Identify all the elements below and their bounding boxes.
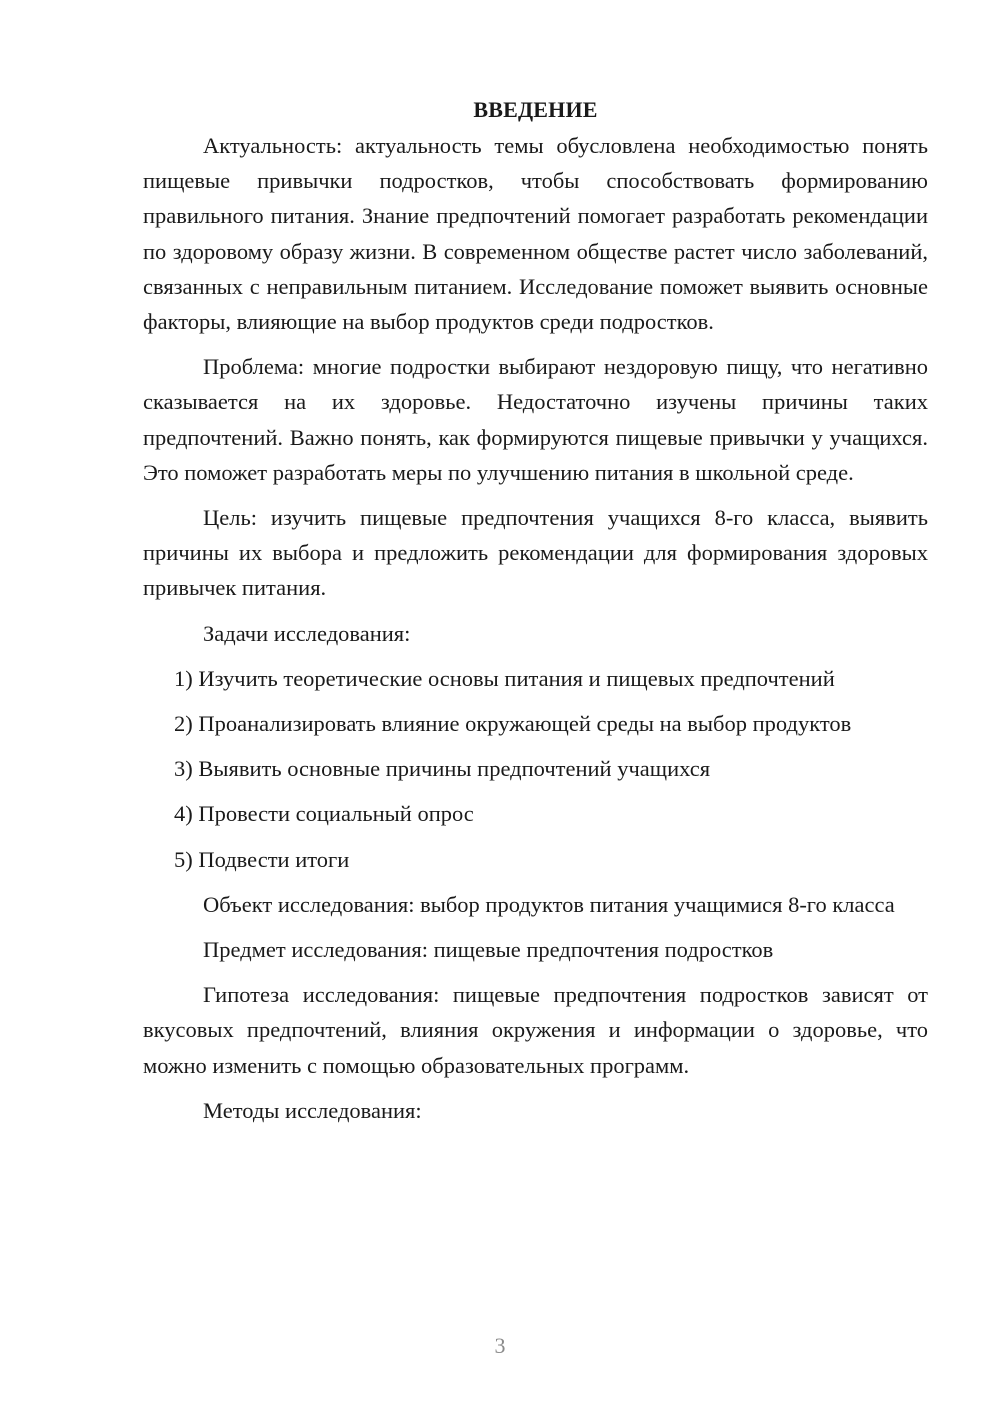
task-item-4: 4) Провести социальный опрос: [174, 801, 474, 827]
goal-paragraph: Цель: изучить пищевые предпочтения учащихся 8-го класса, выявить причины их выбора и предложить рекомендации для формирования здоровых привычек питания.: [143, 505, 928, 601]
hypothesis-paragraph: Гипотеза исследования: пищевые предпочтения подростков зависят от вкусовых предпочтений, влияния окружения и информации о здоровье, что можно изменить с помощью образовательных программ.: [143, 982, 928, 1078]
relevance-paragraph: Актуальность: актуальность темы обусловлена необходимостью понять пищевые привычки подростков, чтобы способствовать формированию правильного питания. Знание предпочтений помогает разработать рекомендации по здоровому образу жизни. В современном обществе растет число заболеваний, связанных с неправильным питанием. Исследование поможет выявить основные факторы, влияющие на выбор продуктов среди подростков.: [143, 133, 928, 335]
problem-paragraph: Проблема: многие подростки выбирают нездоровую пищу, что негативно сказывается на их здоровье. Недостаточно изучены причины таких предпочтений. Важно понять, как формируются пищевые привычки у учащихся. Это поможет разработать меры по улучшению питания в школьной среде.: [143, 354, 928, 485]
section-heading: ВВЕДЕНИЕ: [473, 97, 598, 122]
subject-paragraph: Предмет исследования: пищевые предпочтения подростков: [203, 937, 774, 963]
task-item-3: 3) Выявить основные причины предпочтений учащихся: [174, 756, 711, 782]
task-item-5: 5) Подвести итоги: [174, 846, 350, 872]
task-item-2: 2) Проанализировать влияние окружающей среды на выбор продуктов: [174, 711, 852, 737]
task-item-1: 1) Изучить теоретические основы питания и пищевых предпочтений: [174, 665, 835, 691]
document-body: [143, 92, 928, 1128]
tasks-title: Задачи исследования:: [203, 620, 411, 646]
object-paragraph: Объект исследования: выбор продуктов питания учащимися 8-го класса: [203, 891, 895, 917]
page-number: 3: [494, 1333, 506, 1358]
methods-title: Методы исследования:: [203, 1097, 422, 1123]
